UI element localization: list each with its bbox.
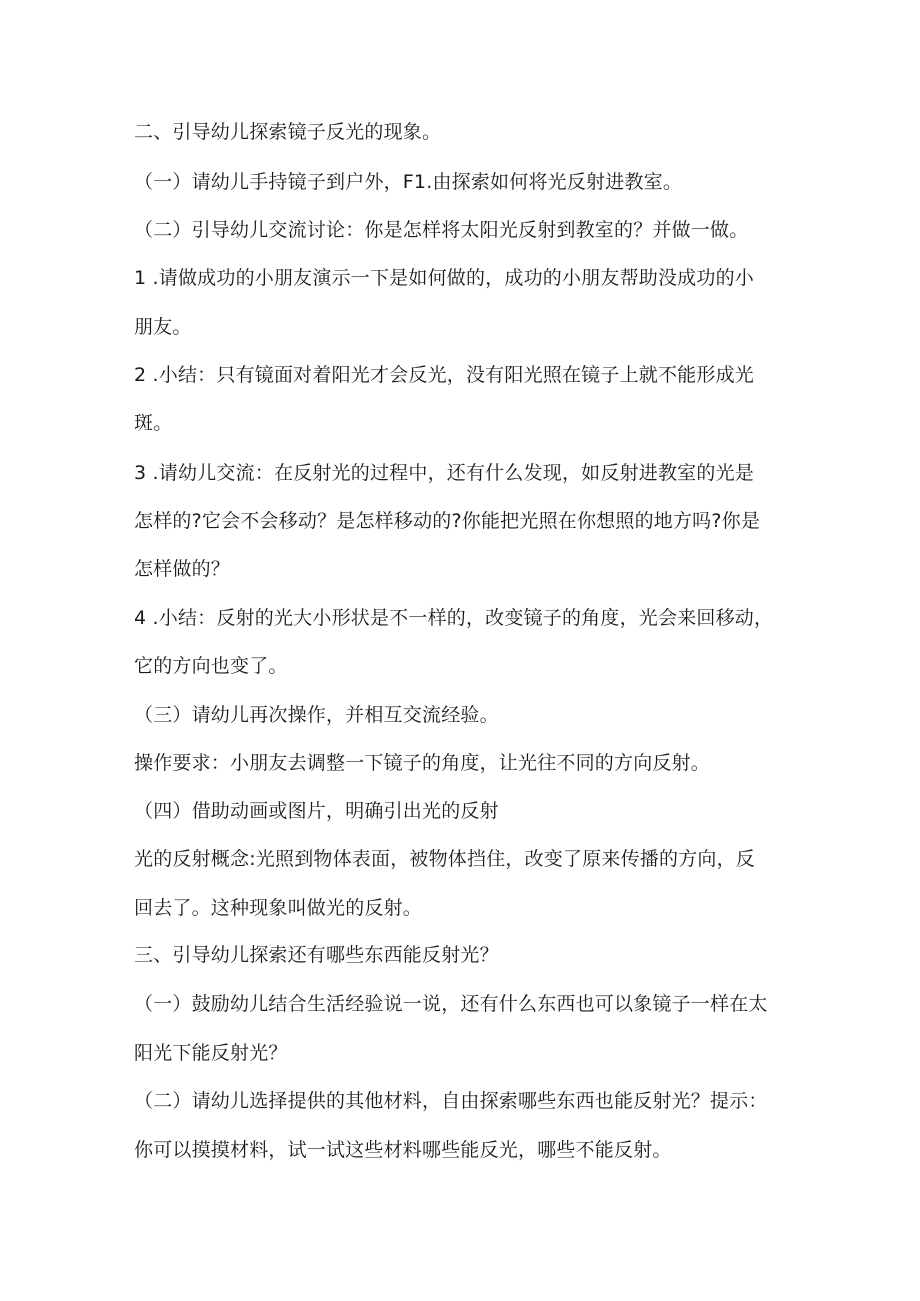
- paragraph-line: （二）请幼儿选择提供的其他材料，自由探索哪些东西也能反射光？提示：: [134, 1090, 768, 1112]
- paragraph-line: （四）借助动画或图片，明确引出光的反射: [134, 800, 499, 822]
- paragraph-line: 怎样做的？: [134, 558, 231, 580]
- paragraph-line: 光的反射概念:光照到物体表面，被物体挡住，改变了原来传播的方向，反: [134, 848, 756, 870]
- paragraph-line: 2 .小结：只有镜面对着阳光才会反光，没有阳光照在镜子上就不能形成光: [134, 364, 754, 386]
- paragraph-line: 回去了。这种现象叫做光的反射。: [134, 897, 423, 919]
- section-heading-2: 二、引导幼儿探索镜子反光的现象。: [134, 121, 442, 143]
- paragraph-line: （三）请幼儿再次操作，并相互交流经验。: [134, 704, 499, 726]
- paragraph-line: 4 .小结：反射的光大小形状是不一样的，改变镜子的角度，光会来回移动，: [134, 607, 774, 629]
- paragraph-line: 阳光下能反射光？: [134, 1042, 288, 1064]
- paragraph-line: 3 .请幼儿交流：在反射光的过程中，还有什么发现，如反射进教室的光是: [134, 462, 754, 484]
- paragraph-line: 朋友。: [134, 316, 192, 338]
- paragraph-line: （一）请幼儿手持镜子到户外，F1.由探索如何将光反射进教室。: [134, 171, 683, 193]
- paragraph-line: 1 .请做成功的小朋友演示一下是如何做的，成功的小朋友帮助没成功的小: [134, 267, 754, 289]
- paragraph-line: 怎样的?它会不会移动？是怎样移动的?你能把光照在你想照的地方吗?你是: [134, 510, 761, 532]
- paragraph-line: （一）鼓励幼儿结合生活经验说一说，还有什么东西也可以象镜子一样在太: [134, 993, 768, 1015]
- paragraph-line: 你可以摸摸材料，试一试这些材料哪些能反光，哪些不能反射。: [134, 1139, 672, 1161]
- paragraph-line: 斑。: [134, 412, 173, 434]
- section-heading-3: 三、引导幼儿探索还有哪些东西能反射光？: [134, 944, 499, 966]
- paragraph-line: 它的方向也变了。: [134, 655, 288, 677]
- paragraph-line: 操作要求：小朋友去调整一下镜子的角度，让光往不同的方向反射。: [134, 752, 711, 774]
- paragraph-line: （二）引导幼儿交流讨论：你是怎样将太阳光反射到教室的？并做一做。: [134, 219, 749, 241]
